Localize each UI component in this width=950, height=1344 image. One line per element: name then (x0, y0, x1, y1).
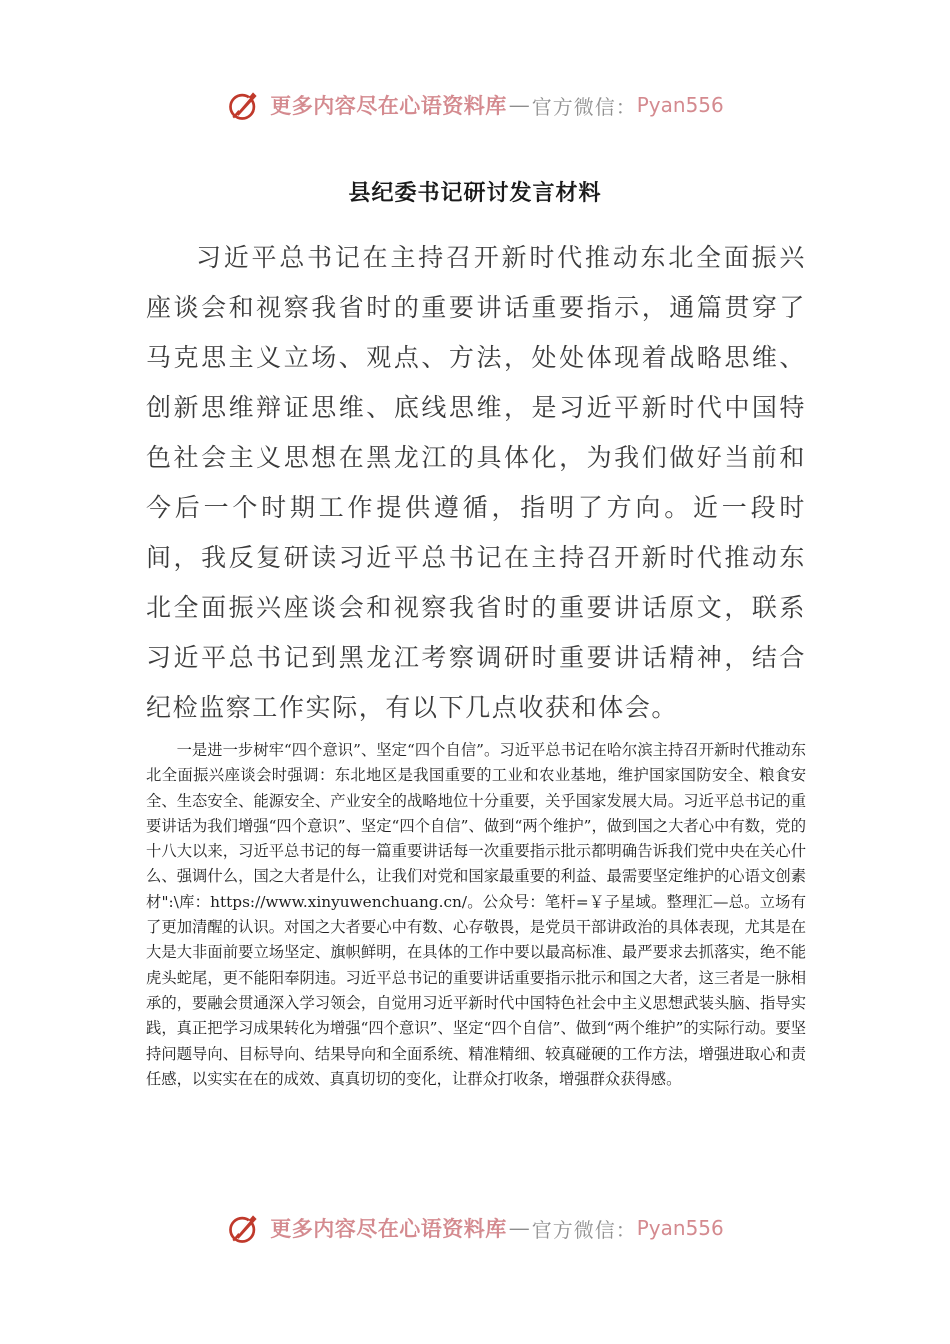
banner-dash: — (508, 1216, 530, 1240)
body-paragraph: 一是进一步树牢“四个意识”、坚定“四个自信”。习近平总书记在哈尔滨主持召开新时代推动东北全面振兴座谈会时强调：东北地区是我国重要的工业和农业基地，维护国家国防安全、粮食安全、生态安全、能源安全、产业安全的战略地位十分重要，关乎国家发展大局。习近平总书记的重要讲话为我们增强“四个意识”、坚定“四个自信”、做到“两个维护”，做到国之大者心中有数，党的十八大以来，习近平总书记的每一篇重要讲话每一次重要指示批示都明确告诉我们党中央在关心什么、强调什么，国之大者是什么，让我们对党和国家最重要的利益、最需要坚定维护的心语文创素材":\库：https://www.xinyuwenchuang.cn/。公众号：笔杆=￥子星域。整理汇—总。立场有了更加清醒的认识。对国之大者要心中有数、心存敬畏，是党员干部讲政治的具体表现，尤其是在大是大非面前要立场坚定、旗帜鲜明，在具体的工作中要以最高标准、最严要求去抓落实，绝不能虎头蛇尾，更不能阳奉阴违。习近平总书记的重要讲话重要指示批示和国之大者，这三者是一脉相承的，要融会贯通深入学习领会，自觉用习近平新时代中国特色社会中主义思想武装头脑、指导实践，真正把学习成果转化为增强“四个意识”、坚定“四个自信”、做到“两个维护”的实际行动。要坚持问题导向、目标导向、结果导向和全面系统、精准精细、较真碰硬的工作方法，增强进取心和责任感，以实实在在的成效、真真切切的变化，让群众打收条，增强群众获得感。 (146, 741, 806, 1088)
banner-dash: — (508, 93, 530, 117)
banner-official-label: 官方微信： (531, 1217, 637, 1242)
quill-pen-logo-icon (226, 87, 262, 123)
document-title: 县纪委书记研讨发言材料 (348, 180, 602, 206)
quill-pen-logo-icon (226, 1210, 262, 1246)
banner-wechat-id: Pyan556 (636, 93, 724, 117)
banner-main-text: 更多内容尽在心语资料库 (270, 93, 507, 118)
banner-main-text: 更多内容尽在心语资料库 (270, 1216, 507, 1241)
banner-official-label: 官方微信： (531, 94, 637, 119)
header-banner (0, 80, 950, 130)
footer-banner (0, 1203, 950, 1253)
banner-wechat-id: Pyan556 (636, 1216, 724, 1240)
intro-paragraph: 习近平总书记在主持召开新时代推动东北全面振兴座谈会和视察我省时的重要讲话重要指示，通篇贯穿了马克思主义立场、观点、方法，处处体现着战略思维、创新思维辩证思维、底线思维，是习近平新时代中国特色社会主义思想在黑龙江的具体化，为我们做好当前和今后一个时期工作提供遵循，指明了方向。近一段时间，我反复研读习近平总书记在主持召开新时代推动东北全面振兴座谈会和视察我省时的重要讲话原文，联系习近平总书记到黑龙江考察调研时重要讲话精神，结合纪检监察工作实际，有以下几点收获和体会。 (146, 243, 806, 722)
